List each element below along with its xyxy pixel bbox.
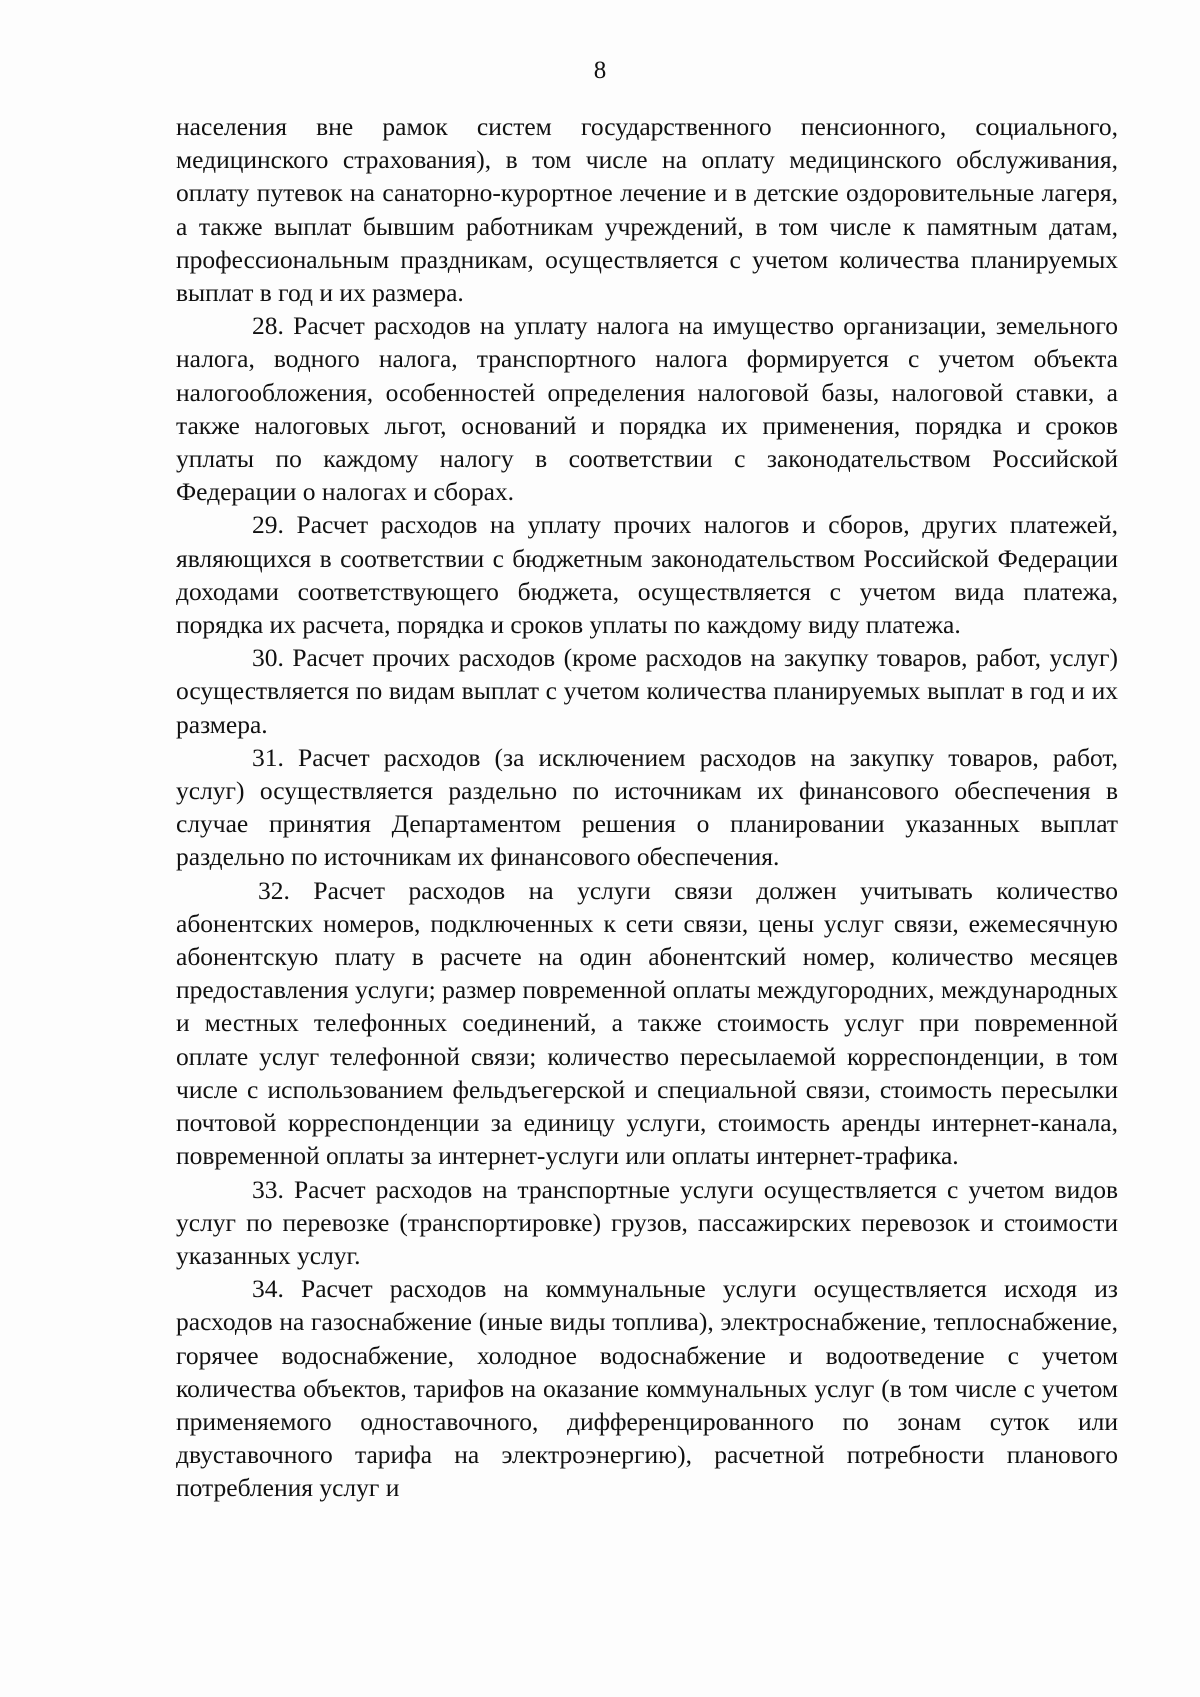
- paragraph-30: 30. Расчет прочих расходов (кроме расходов на закупку товаров, работ, услуг) осуществляется по видам выплат с учетом количества планируемых выплат в год и их размера.: [176, 643, 1118, 739]
- paragraph-continued: населения вне рамок систем государственного пенсионного, социального, медицинского страхования), в том числе на оплату медицинского обслуживания, оплату путевок на санаторно-курортное лечение и в детские оздоровительные лагеря, а также выплат бывшим работникам учреждений, в том числе к памятным датам, профессиональным праздникам, осуществляется с учетом количества планируемых выплат в год и их размера.: [176, 112, 1118, 308]
- document-body: [176, 110, 1118, 1505]
- paragraph-31: 31. Расчет расходов (за исключением расходов на закупку товаров, работ, услуг) осуществляется раздельно по источникам их финансового обеспечения в случае принятия Департаментом решения о планировании указанных выплат раздельно по источникам их финансового обеспечения.: [176, 742, 1118, 872]
- paragraph-29: 29. Расчет расходов на уплату прочих налогов и сборов, других платежей, являющихся в соответствии с бюджетным законодательством Российской Федерации доходами соответствующего бюджета, осуществляется с учетом вида платежа, порядка их расчета, порядка и сроков уплаты по каждому виду платежа.: [176, 510, 1118, 640]
- paragraph-28: 28. Расчет расходов на уплату налога на имущество организации, земельного налога, водного налога, транспортного налога формируется с учетом объекта налогообложения, особенностей определения налоговой базы, налоговой ставки, а также налоговых льгот, оснований и порядка их применения, порядка и сроков уплаты по каждому налогу в соответствии с законодательством Российской Федерации о налогах и сборах.: [176, 311, 1118, 507]
- page-number: 8: [593, 57, 607, 84]
- paragraph-33: 33. Расчет расходов на транспортные услуги осуществляется с учетом видов услуг по перевозке (транспортировке) грузов, пассажирских перевозок и стоимости указанных услуг.: [176, 1174, 1118, 1270]
- paragraph-34: 34. Расчет расходов на коммунальные услуги осуществляется исходя из расходов на газоснабжение (иные виды топлива), электроснабжение, теплоснабжение, горячее водоснабжение, холодное водоснабжение и водоотведение с учетом количества объектов, тарифов на оказание коммунальных услуг (в том числе с учетом применяемого одноставочного, дифференцированного по зонам суток или двуставочного тарифа на электроэнергию), расчетной потребности планового потребления услуг и: [176, 1274, 1118, 1503]
- paragraph-32: 32. Расчет расходов на услуги связи должен учитывать количество абонентских номеров, подключенных к сети связи, цены услуг связи, ежемесячную абонентскую плату в расчете на один абонентский номер, количество месяцев предоставления услуги; размер повременной оплаты междугородних, международных и местных телефонных соединений, а также стоимость услуг при повременной оплате услуг телефонной связи; количество пересылаемой корреспонденции, в том числе с использованием фельдъегерской и специальной связи, стоимость пересылки почтовой корреспонденции за единицу услуги, стоимость аренды интернет-канала, повременной оплаты за интернет-услуги или оплаты интернет-трафика.: [176, 875, 1118, 1171]
